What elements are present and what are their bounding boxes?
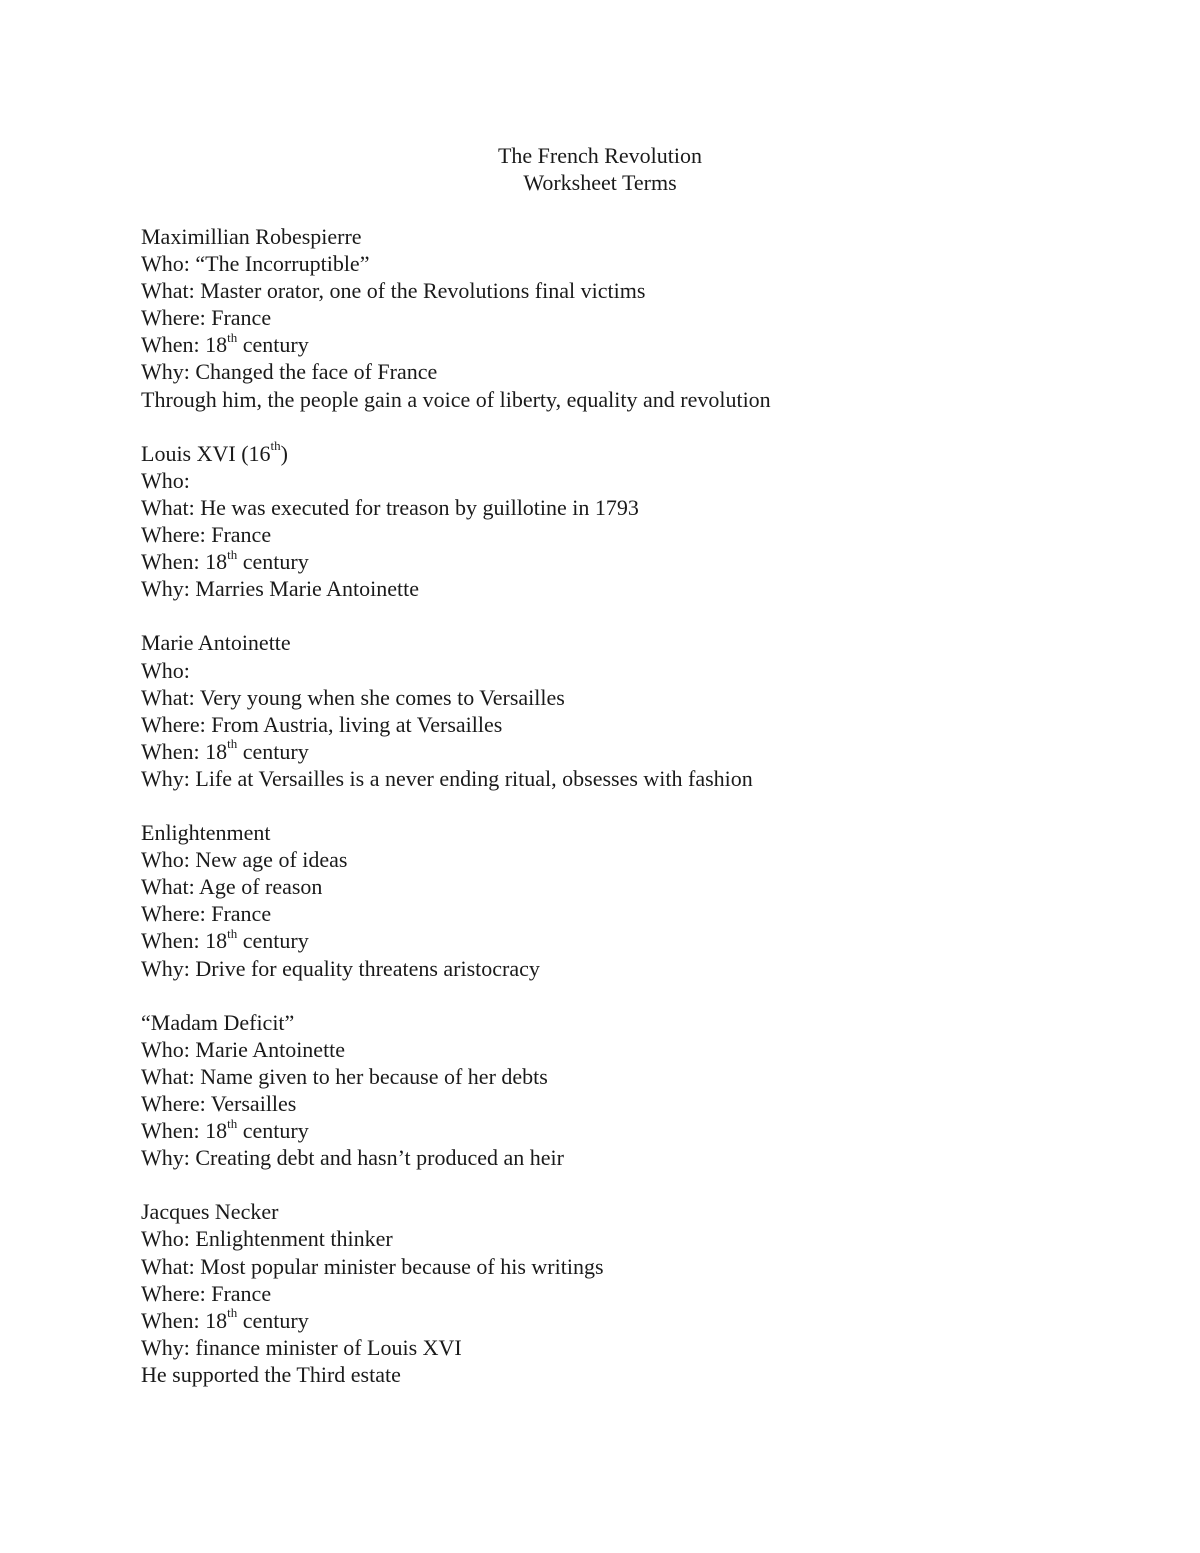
term-who: Who: Enlightenment thinker <box>141 1226 393 1252</box>
term-when <box>141 548 1141 575</box>
term-when <box>141 1117 1141 1144</box>
term-heading: Maximillian Robespierre <box>141 224 362 249</box>
term-heading <box>141 440 1141 467</box>
term-what: What: Age of reason <box>141 874 323 900</box>
term-what: What: Master orator, one of the Revolutions final victims <box>141 278 646 304</box>
term-when <box>141 927 1141 954</box>
term-section-robespierre <box>141 223 1141 413</box>
term-why: Why: finance minister of Louis XVI <box>141 1334 462 1360</box>
term-when-prefix: When: 18 <box>141 549 228 575</box>
term-when-suffix: century <box>237 1307 309 1333</box>
title-block <box>0 142 1200 196</box>
term-when-ordinal: th <box>227 1115 238 1131</box>
term-when-ordinal: th <box>227 736 238 752</box>
term-section-enlightenment <box>141 819 1141 982</box>
term-why: Why: Life at Versailles is a never ending ritual, obsesses with fashion <box>141 765 753 791</box>
term-why: Why: Creating debt and hasn’t produced an heir <box>141 1145 564 1171</box>
term-when-prefix: When: 18 <box>141 1307 228 1333</box>
term-what: What: Most popular minister because of his writings <box>141 1253 604 1279</box>
term-section-marie-antoinette <box>141 629 1141 792</box>
term-who: Who: New age of ideas <box>141 847 348 873</box>
term-section-louis-xvi <box>141 440 1141 603</box>
term-extra-note: He supported the Third estate <box>141 1361 401 1387</box>
document-body <box>141 223 1141 1388</box>
term-when-suffix: century <box>237 332 309 358</box>
term-why: Why: Drive for equality threatens aristocracy <box>141 955 540 981</box>
term-section-jacques-necker <box>141 1198 1141 1388</box>
term-heading-prefix: Louis XVI (16 <box>141 440 271 466</box>
term-when-prefix: When: 18 <box>141 332 228 358</box>
term-when <box>141 331 1141 358</box>
term-who: Who: Marie Antoinette <box>141 1036 346 1062</box>
term-who: Who: <box>141 657 190 683</box>
term-why: Why: Changed the face of France <box>141 359 438 385</box>
term-section-madam-deficit <box>141 1009 1141 1172</box>
term-when-suffix: century <box>237 549 309 575</box>
term-why: Why: Marries Marie Antoinette <box>141 576 419 602</box>
term-when-suffix: century <box>237 738 309 764</box>
term-what: What: He was executed for treason by guillotine in 1793 <box>141 494 639 520</box>
term-heading-suffix: ) <box>280 440 288 466</box>
term-heading-ordinal: th <box>270 438 281 454</box>
term-where: Where: Versailles <box>141 1091 297 1116</box>
term-heading: Jacques Necker <box>141 1199 279 1225</box>
term-where: Where: France <box>141 901 272 927</box>
term-heading: “Madam Deficit” <box>141 1009 295 1035</box>
term-what: What: Very young when she comes to Versailles <box>141 684 565 710</box>
term-extra-note: Through him, the people gain a voice of liberty, equality and revolution <box>141 386 771 412</box>
term-where: Where: From Austria, living at Versailles <box>141 711 503 737</box>
term-where: Where: France <box>141 305 272 331</box>
term-where: Where: France <box>141 522 272 548</box>
term-when-suffix: century <box>237 1118 309 1144</box>
term-who: Who: <box>141 467 190 493</box>
term-where: Where: France <box>141 1280 272 1306</box>
term-when <box>141 738 1141 765</box>
term-heading: Marie Antoinette <box>141 630 291 656</box>
term-when-ordinal: th <box>227 1305 238 1321</box>
term-when-ordinal: th <box>227 926 238 942</box>
page-subtitle: Worksheet Terms <box>523 170 677 196</box>
term-when-prefix: When: 18 <box>141 738 228 764</box>
term-when-prefix: When: 18 <box>141 928 228 954</box>
term-when-suffix: century <box>237 928 309 954</box>
page-title: The French Revolution <box>497 143 703 168</box>
term-heading: Enlightenment <box>141 820 271 846</box>
term-when-ordinal: th <box>227 330 238 346</box>
term-when-prefix: When: 18 <box>141 1118 228 1144</box>
term-when-ordinal: th <box>227 546 238 562</box>
term-what: What: Name given to her because of her debts <box>141 1063 548 1089</box>
term-who: Who: “The Incorruptible” <box>141 251 370 277</box>
term-when <box>141 1307 1141 1334</box>
